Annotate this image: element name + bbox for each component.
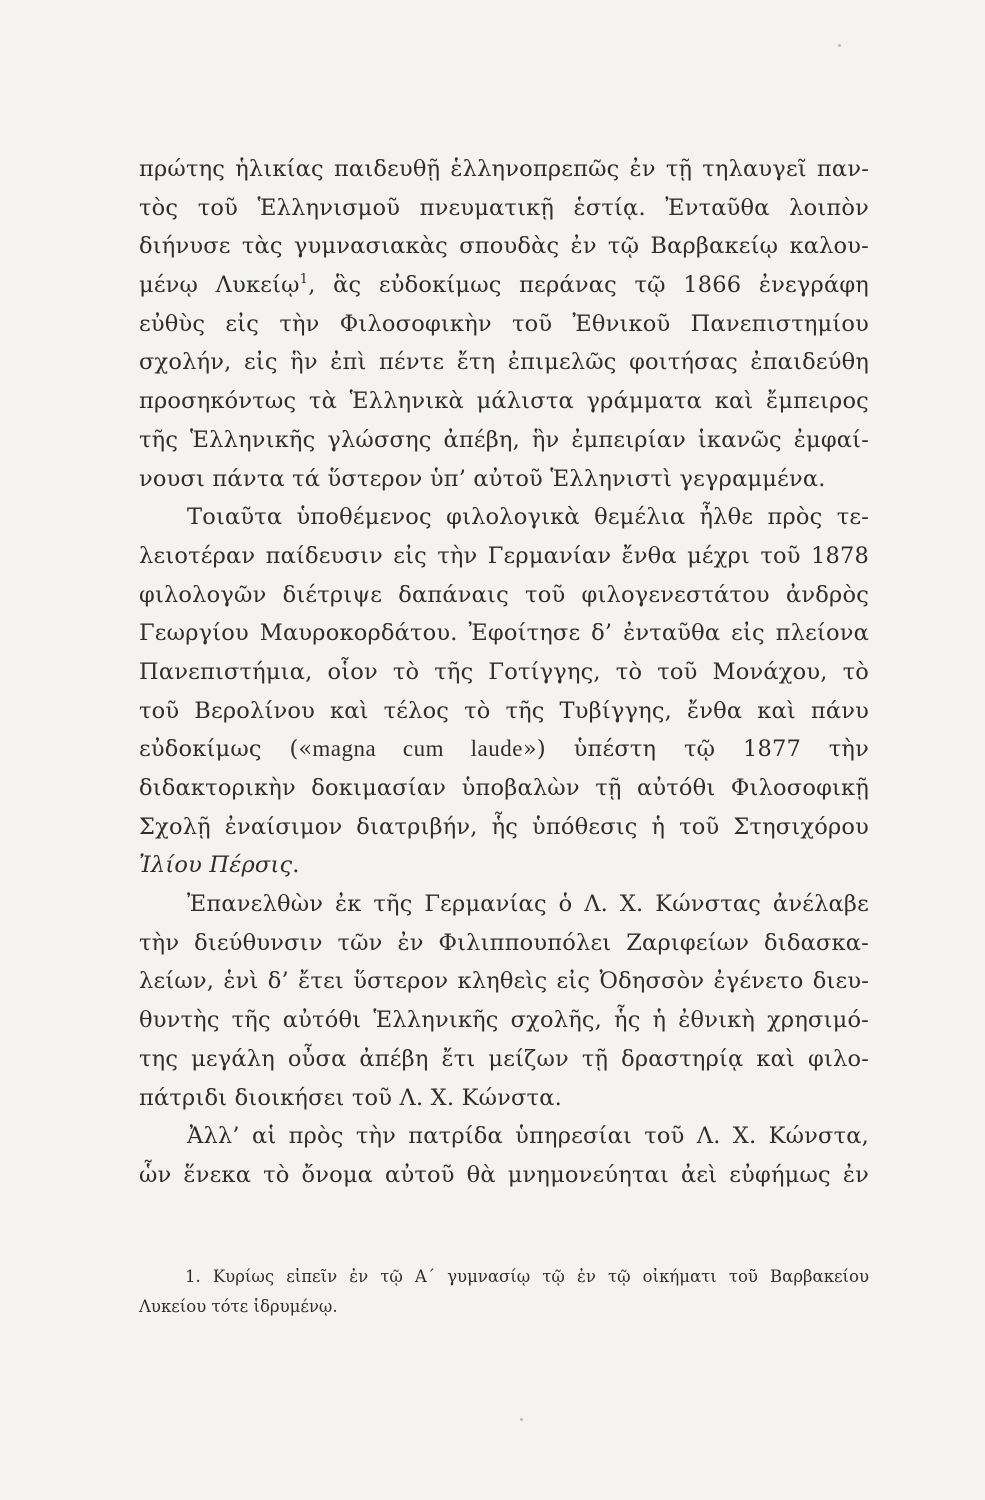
text-line: Γεωργίου Μαυροκορδάτου. Ἐφοίτησε δ’ ἐνταῦθα εἰς πλείονα [139,620,869,647]
text-line: τὴν διεύθυνσιν τῶν ἐν Φιλιππουπόλει Ζαριφείων διδασκα- [139,929,869,956]
text-line: λειοτέραν παίδευσιν εἰς τὴν Γερμανίαν ἔνθα μέχρι τοῦ 1878 [139,542,869,569]
footnote-line: Λυκείου τότε ἱδρυμένῳ. [139,1297,338,1316]
paper-speck [838,44,841,47]
text-line: Πανεπιστήμια, οἷον τὸ τῆς Γοτίγγης, τὸ τοῦ Μονάχου, τὸ [139,658,869,685]
footnote-line: 1. Κυρίως εἰπεῖν ἐν τῷ Α΄ γυμνασίῳ τῷ ἐν τῷ οἰκήματι τοῦ Βαρβακείου [185,1267,869,1286]
text-segment: , ἃς εὐδοκίμως περάνας τῷ 1866 ἐνεγράφη [308,272,869,299]
latin-phrase: magna cum laude [312,736,523,762]
text-segment: εὐδοκίμως (« [139,736,313,763]
text-line: τὸς τοῦ Ἑλληνισμοῦ πνευματικῇ ἑστίᾳ. Ἐνταῦθα λοιπὸν [139,194,869,221]
text-line: της μεγάλη οὖσα ἀπέβη ἔτι μείζων τῇ δραστηρίᾳ καὶ φιλο- [139,1045,869,1072]
paragraph-start: Ἐπανελθὼν ἐκ τῆς Γερμανίας ὁ Λ. Χ. Κώνστας ἀνέλαβε [187,891,869,918]
paragraph-start: Τοιαῦτα ὑποθέμενος φιλολογικὰ θεμέλια ἦλθε πρὸς τε- [187,504,869,531]
text-line: εὐθὺς εἰς τὴν Φιλοσοφικὴν τοῦ Ἐθνικοῦ Πανεπιστημίου [139,310,869,337]
paragraph-start: Ἀλλ’ αἱ πρὸς τὴν πατρίδα ὑπηρεσίαι τοῦ Λ. Χ. Κώνστα, [187,1123,869,1150]
text-line: τῆς Ἑλληνικῆς γλώσσης ἀπέβη, ἣν ἐμπειρίαν ἱκανῶς ἐμφαί- [139,426,869,453]
text-segment: ») ὑπέστη τῷ 1877 τὴν [522,736,869,763]
text-line: διδακτορικὴν δοκιμασίαν ὑποβαλὼν τῇ αὐτόθι Φιλοσοφικῇ [139,775,869,801]
text-line: πάτριδι διοικήσει τοῦ Λ. Χ. Κώνστα. [139,1084,562,1111]
text-line [139,266,869,305]
text-line: ὧν ἕνεκα τὸ ὄνομα αὐτοῦ θὰ μνημονεύηται ἀεὶ εὐφήμως ἐν [139,1161,869,1188]
text-line [139,846,869,885]
text-line: φιλολογῶν διέτριψε δαπάναις τοῦ φιλογενεστάτου ἀνδρὸς [139,581,869,608]
text-segment: . [292,852,300,879]
text-line: θυντὴς τῆς αὐτόθι Ἑλληνικῆς σχολῆς, ἧς ἡ ἐθνικὴ χρησιμό- [139,1007,869,1034]
text-line: νουσι πάντα τά ὕστερον ὑπ’ αὐτοῦ Ἑλληνιστὶ γεγραμμένα. [139,465,826,492]
text-segment: μένῳ Λυκείῳ [139,272,300,299]
text-line: σχολήν, εἰς ἣν ἐπὶ πέντε ἔτη ἐπιμελῶς φοιτήσας ἐπαιδεύθη [139,349,869,376]
footnote-reference: 1 [299,272,309,288]
footnote [139,1262,869,1322]
text-line: λείων, ἑνὶ δ’ ἔτει ὕστερον κληθεὶς εἰς Ὀδησσὸν ἐγένετο διευ- [139,968,869,995]
text-line: προσηκόντως τὰ Ἑλληνικὰ μάλιστα γράμματα καὶ ἔμπειρος [139,388,869,415]
text-line: πρώτης ἡλικίας παιδευθῇ ἑλληνοπρεπῶς ἐν τῇ τηλαυγεῖ παν- [139,156,869,182]
main-text [139,150,869,1195]
work-title: Ἰλίου Πέρσις [139,852,293,879]
text-line: τοῦ Βερολίνου καὶ τέλος τὸ τῆς Τυβίγγης, ἔνθα καὶ πάνυ [139,697,869,724]
text-line: διήνυσε τὰς γυμνασιακὰς σπουδὰς ἐν τῷ Βαρβακείῳ καλου- [139,233,869,260]
paper-speck [520,1418,523,1421]
text-line [139,730,869,769]
text-line: Σχολῇ ἐναίσιμον διατριβήν, ἧς ὑπόθεσις ἡ τοῦ Στησιχόρου [139,813,869,840]
